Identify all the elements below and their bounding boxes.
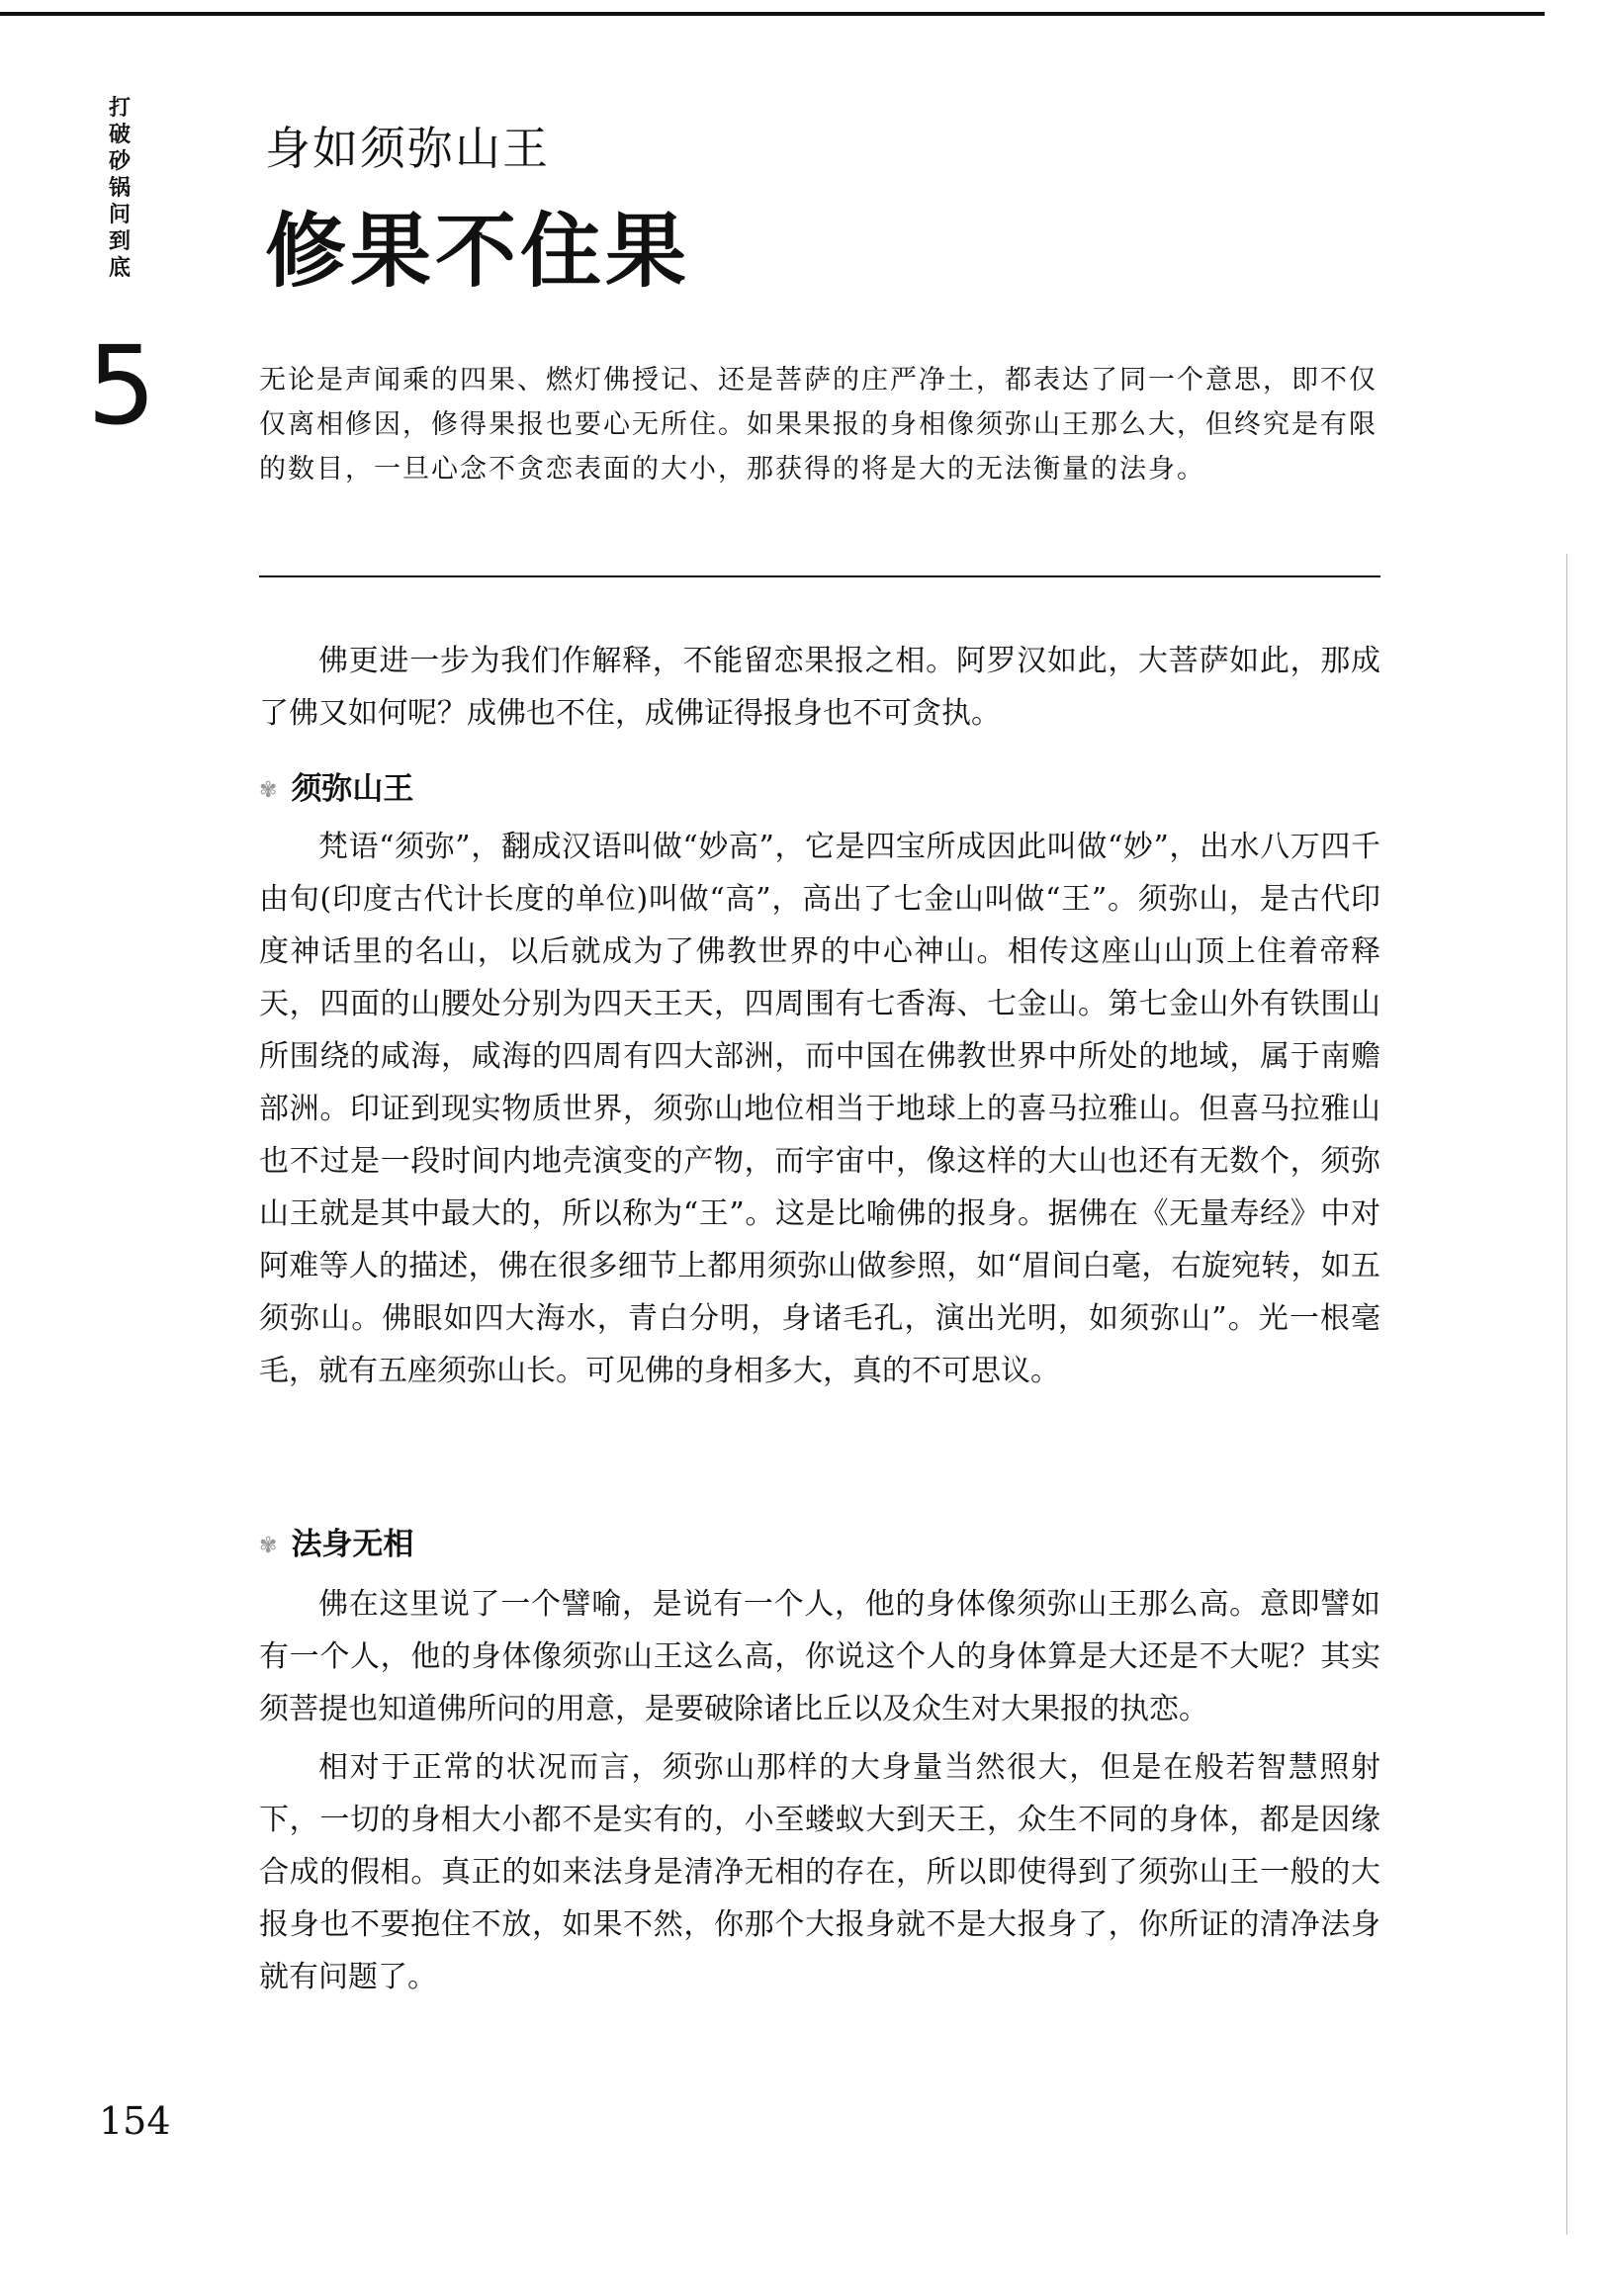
- flower-ornament-icon: ✾: [259, 1534, 278, 1558]
- section-heading-label: 法身无相: [291, 1527, 414, 1562]
- body-paragraph: 相对于正常的状况而言，须弥山那样的大身量当然很大，但是在般若智慧照射下，一切的身相大小都不是实有的，小至蝼蚁大到天王，众生不同的身体，都是因缘合成的假相。真正的如来法身是清净无相的存在，所以即使得到了须弥山王一般的大报身也不要抱住不放，如果不然，你那个大报身就不是大报身了，你所证的清净法身就有问题了。: [259, 1750, 1380, 1994]
- intro-divider: [259, 575, 1380, 577]
- book-title-char: 问: [108, 203, 131, 227]
- body-paragraph: 佛更进一步为我们作解释，不能留恋果报之相。阿罗汉如此，大菩萨如此，那成了佛又如何呢？成佛也不住，成佛证得报身也不可贪执。: [259, 644, 1380, 731]
- body-paragraph: 梵语“须弥”，翻成汉语叫做“妙高”，它是四宝所成因此叫做“妙”，出水八万四千由旬(印度古代计长度的单位)叫做“高”，高出了七金山叫做“王”。须弥山，是古代印度神话里的名山，以后就成为了佛教世界的中心神山。相传这座山山顶上住着帝释天，四面的山腰处分别为四天王天，四周围有七香海、七金山。第七金山外有铁围山所围绕的咸海，咸海的四周有四大部洲，而中国在佛教世界中所处的地域，属于南赡部洲。印证到现实物质世界，须弥山地位相当于地球上的喜马拉雅山。但喜马拉雅山也不过是一段时间内地壳演变的产物，而宇宙中，像这样的大山也还有无数个，须弥山王就是其中最大的，所以称为“王”。这是比喻佛的报身。据佛在《无量寿经》中对阿难等人的描述，佛在很多细节上都用须弥山做参照，如“眉间白毫，右旋宛转，如五须弥山。佛眼如四大海水，青白分明，身诸毛孔，演出光明，如须弥山”。光一根毫毛，就有五座须弥山长。可见佛的身相多大，真的不可思议。: [259, 830, 1380, 1388]
- opening-paragraph-block: [259, 635, 1380, 740]
- page-edge-line: [1566, 554, 1567, 2235]
- section-heading-xumi: [259, 767, 413, 813]
- book-title-char: 到: [108, 229, 131, 254]
- section-2-body: [259, 1578, 1380, 2003]
- section-heading-label: 须弥山王: [291, 771, 414, 807]
- book-title-char: 砂: [108, 149, 131, 174]
- chapter-number: 5: [87, 322, 156, 449]
- section-subtitle: 身如须弥山王: [265, 122, 550, 175]
- intro-summary: 无论是声闻乘的四果、燃灯佛授记、还是菩萨的庄严净土，都表达了同一个意思，即不仅仅离相修因，修得果报也要心无所住。如果果报的身相像须弥山王那么大，但终究是有限的数目，一旦心念不贪恋表面的大小，那获得的将是大的无法衡量的法身。: [259, 365, 1378, 485]
- book-title-vertical: [105, 95, 134, 282]
- book-title-char: 锅: [108, 176, 131, 201]
- book-title-char: 底: [108, 256, 131, 281]
- body-paragraph: 佛在这里说了一个譬喻，是说有一个人，他的身体像须弥山王那么高。意即譬如有一个人，他的身体像须弥山王这么高，你说这个人的身体算是大还是不大呢？其实须菩提也知道佛所问的用意，是要破除诸比丘以及众生对大果报的执恋。: [259, 1587, 1380, 1726]
- section-1-body: [259, 821, 1380, 1397]
- section-title: 修果不住果: [265, 205, 691, 299]
- page-number: 154: [99, 2099, 171, 2143]
- book-title-char: 破: [108, 123, 131, 147]
- flower-ornament-icon: ✾: [259, 778, 278, 803]
- top-border-rule: [0, 12, 1545, 16]
- section-heading-fashen: [259, 1523, 413, 1568]
- book-title-char: 打: [108, 96, 131, 121]
